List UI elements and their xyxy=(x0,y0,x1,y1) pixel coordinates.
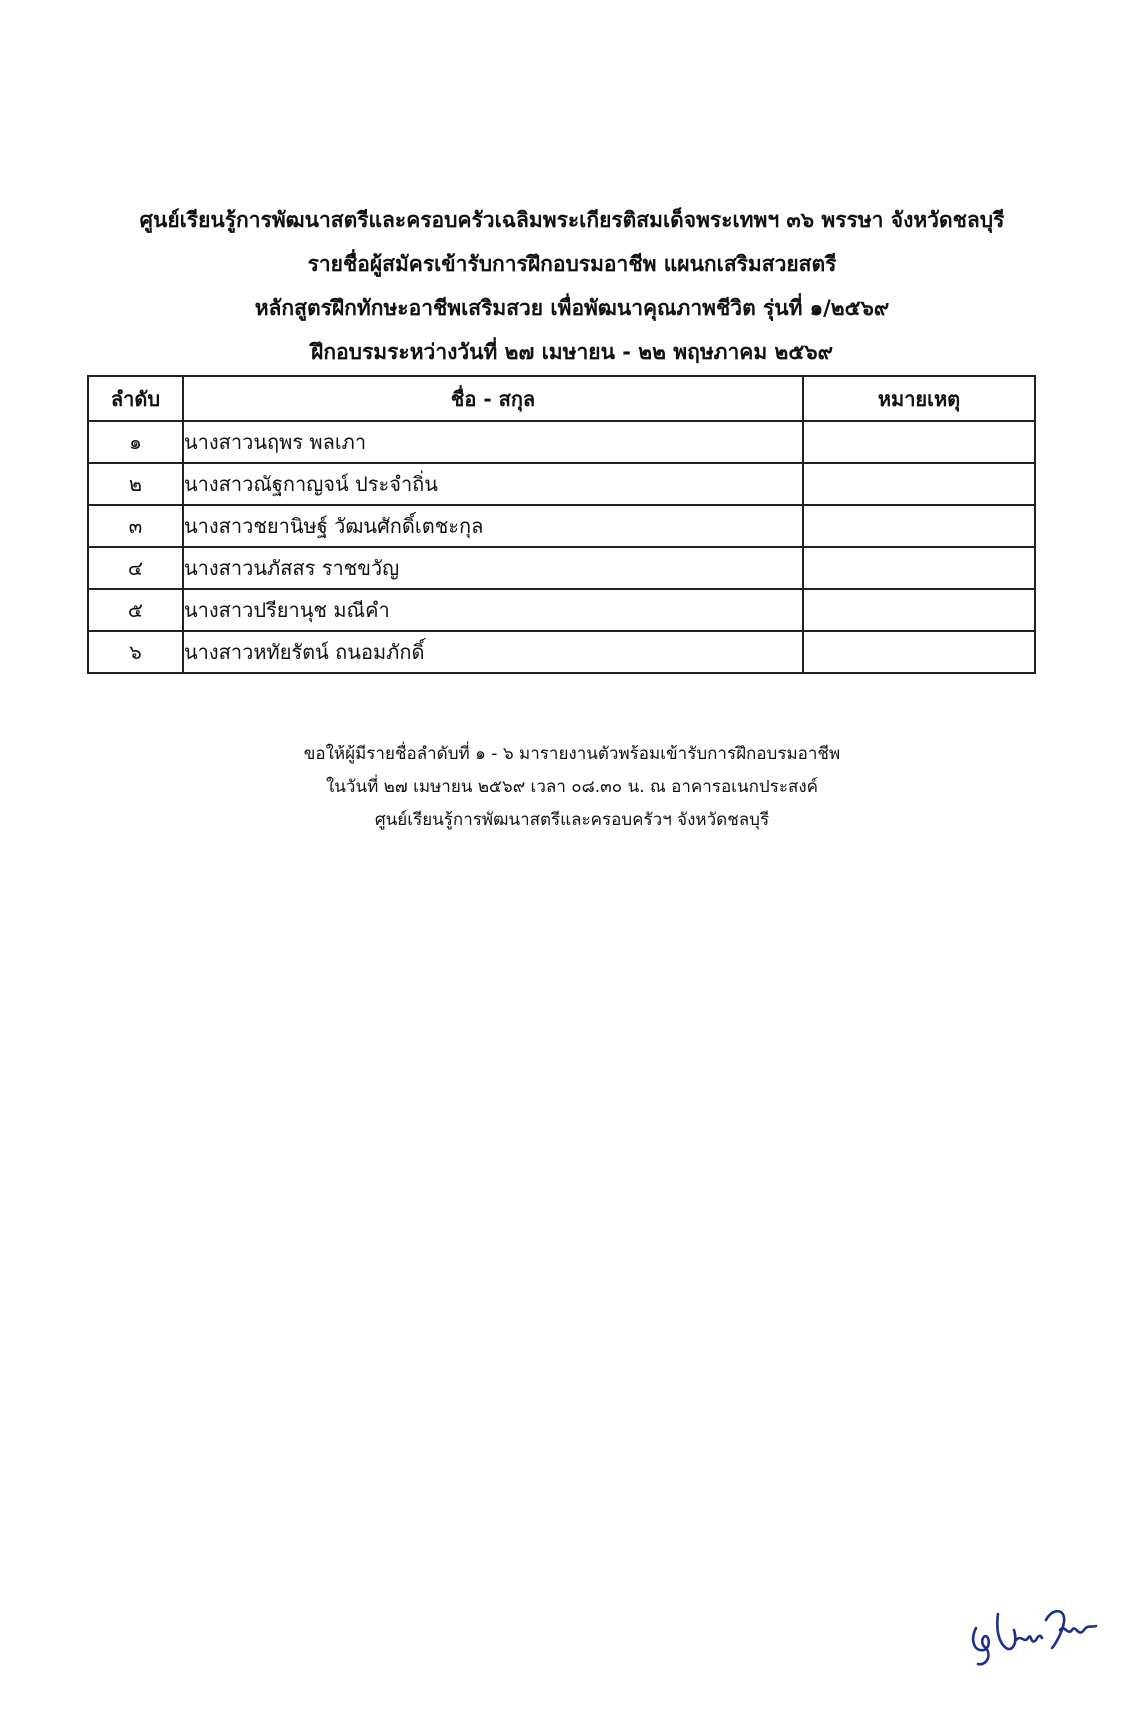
row-note xyxy=(803,505,1035,547)
table-row xyxy=(88,421,1035,463)
row-name: นางสาวหทัยรัตน์ ถนอมภักดิ์ xyxy=(183,631,803,673)
header-center-name: ศูนย์เรียนรู้การพัฒนาสตรีและครอบครัวเฉลิมพระเกียรติสมเด็จพระเทพฯ ๓๖ พรรษา จังหวัดชลบุรี xyxy=(139,208,1005,232)
row-name: นางสาวณัฐกาญจน์ ประจำถิ่น xyxy=(183,463,803,505)
row-order: ๔ xyxy=(88,547,183,589)
notice-block xyxy=(0,738,1144,837)
row-note xyxy=(803,631,1035,673)
row-order: ๓ xyxy=(88,505,183,547)
notice-report-instruction: ขอให้ผู้มีรายชื่อลำดับที่ ๑ - ๖ มารายงานตัวพร้อมเข้ารับการฝึกอบรมอาชีพ xyxy=(303,744,841,764)
row-order: ๕ xyxy=(88,589,183,631)
header-list-title: รายชื่อผู้สมัครเข้ารับการฝึกอบรมอาชีพ แผนกเสริมสวยสตรี xyxy=(307,252,837,276)
notice-center-name: ศูนย์เรียนรู้การพัฒนาสตรีและครอบครัวฯ จังหวัดชลบุรี xyxy=(374,810,770,830)
applicant-table xyxy=(87,375,1036,674)
row-name: นางสาวปรียานุช มณีคำ xyxy=(183,589,803,631)
header-training-dates: ฝึกอบรมระหว่างวันที่ ๒๗ เมษายน - ๒๒ พฤษภาคม ๒๕๖๙ xyxy=(311,340,833,364)
row-order: ๖ xyxy=(88,631,183,673)
table-row xyxy=(88,547,1035,589)
table-row xyxy=(88,505,1035,547)
column-header-note: หมายเหตุ xyxy=(803,376,1035,421)
table-row xyxy=(88,589,1035,631)
table-row xyxy=(88,463,1035,505)
header-course-title: หลักสูตรฝึกทักษะอาชีพเสริมสวย เพื่อพัฒนาคุณภาพชีวิต รุ่นที่ ๑/๒๕๖๙ xyxy=(254,296,890,320)
table-header-row xyxy=(88,376,1035,421)
row-name: นางสาวชยานิษฐ์ วัฒนศักดิ์เตชะกุล xyxy=(183,505,803,547)
column-header-name: ชื่อ - สกุล xyxy=(183,376,803,421)
row-note xyxy=(803,547,1035,589)
row-name: นางสาวนภัสสร ราชขวัญ xyxy=(183,547,803,589)
table-row xyxy=(88,631,1035,673)
handwritten-signature xyxy=(968,1600,1108,1675)
document-header xyxy=(0,198,1144,374)
notice-date-time-place: ในวันที่ ๒๗ เมษายน ๒๕๖๙ เวลา ๐๘.๓๐ น. ณ อาคารอเนกประสงค์ xyxy=(325,777,819,797)
column-header-order: ลำดับ xyxy=(88,376,183,421)
row-note xyxy=(803,589,1035,631)
row-order: ๒ xyxy=(88,463,183,505)
row-order: ๑ xyxy=(88,421,183,463)
row-note xyxy=(803,421,1035,463)
row-note xyxy=(803,463,1035,505)
row-name: นางสาวนฤพร พลเภา xyxy=(183,421,803,463)
